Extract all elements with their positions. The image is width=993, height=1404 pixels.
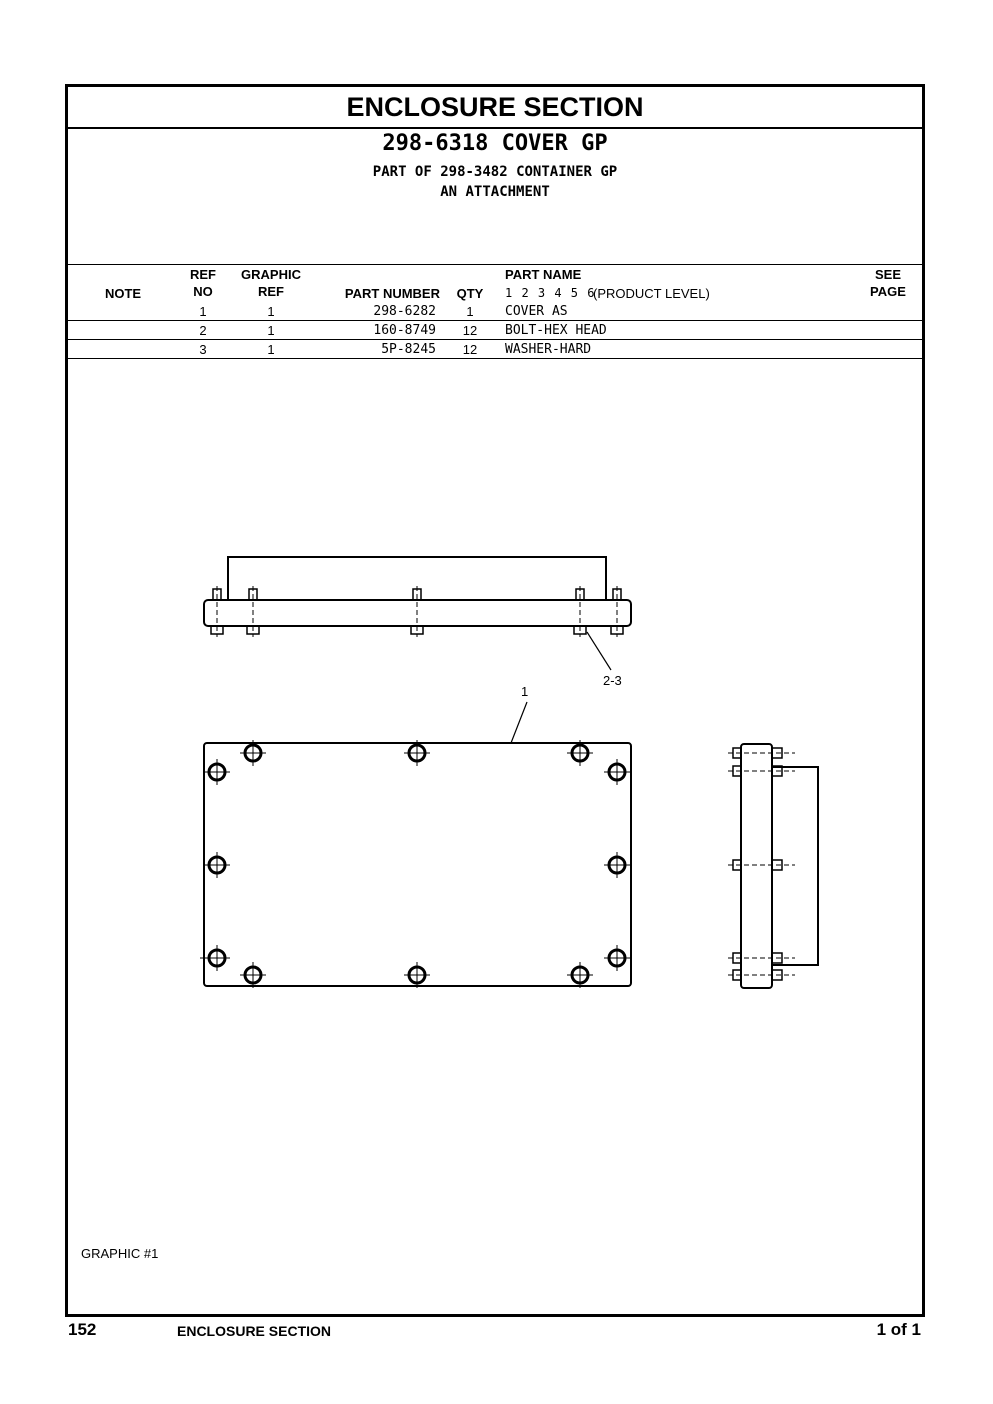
row-graphic-ref: 1 <box>267 323 275 338</box>
footer-page-number: 152 <box>68 1320 97 1339</box>
row-qty: 12 <box>462 323 478 338</box>
row-ref-no: 2 <box>199 323 207 338</box>
callout-2-3: 2-3 <box>603 673 622 688</box>
row-graphic-ref: 1 <box>267 304 275 319</box>
col-note: NOTE <box>104 286 142 301</box>
col-see-page-line1: SEE <box>874 267 901 282</box>
section-title: ENCLOSURE SECTION <box>68 87 922 129</box>
col-product-levels: 1 2 3 4 5 6 <box>505 286 596 300</box>
row-part-number: 160-8749 <box>373 323 436 338</box>
row-ref-no: 3 <box>199 342 207 357</box>
col-see-page-line2: PAGE <box>870 284 906 299</box>
row-qty: 1 <box>466 304 474 319</box>
footer-page-of: 1 of 1 <box>876 1320 921 1339</box>
row-part-number: 298-6282 <box>373 304 436 319</box>
row-part-number: 5P-8245 <box>381 342 436 357</box>
col-graphic-ref-line1: GRAPHIC <box>241 267 301 282</box>
subtitle-part-of: PART OF 298-3482 CONTAINER GP <box>372 164 618 180</box>
callout-1: 1 <box>521 684 529 699</box>
col-part-number: PART NUMBER <box>344 286 440 301</box>
col-ref-no-line1: REF <box>190 267 216 282</box>
row-part-name: BOLT-HEX HEAD <box>505 323 607 338</box>
row-qty: 12 <box>462 342 478 357</box>
col-ref-no-line2: NO <box>193 284 213 299</box>
side-view <box>204 557 631 670</box>
plan-view <box>200 702 631 988</box>
group-title: 298-6318 COVER GP <box>382 131 608 156</box>
col-part-name: PART NAME <box>505 267 582 282</box>
subtitle-attachment: AN ATTACHMENT <box>440 184 550 200</box>
row-ref-no: 1 <box>199 304 207 319</box>
row-part-name: COVER AS <box>505 304 568 319</box>
graphic-label: GRAPHIC #1 <box>81 1246 159 1261</box>
col-qty: QTY <box>456 286 484 301</box>
col-product-level-label: (PRODUCT LEVEL) <box>593 286 710 301</box>
end-view <box>728 744 818 988</box>
row-graphic-ref: 1 <box>267 342 275 357</box>
row-part-name: WASHER-HARD <box>505 342 592 357</box>
col-graphic-ref-line2: REF <box>258 284 284 299</box>
footer-section: ENCLOSURE SECTION <box>177 1323 332 1339</box>
